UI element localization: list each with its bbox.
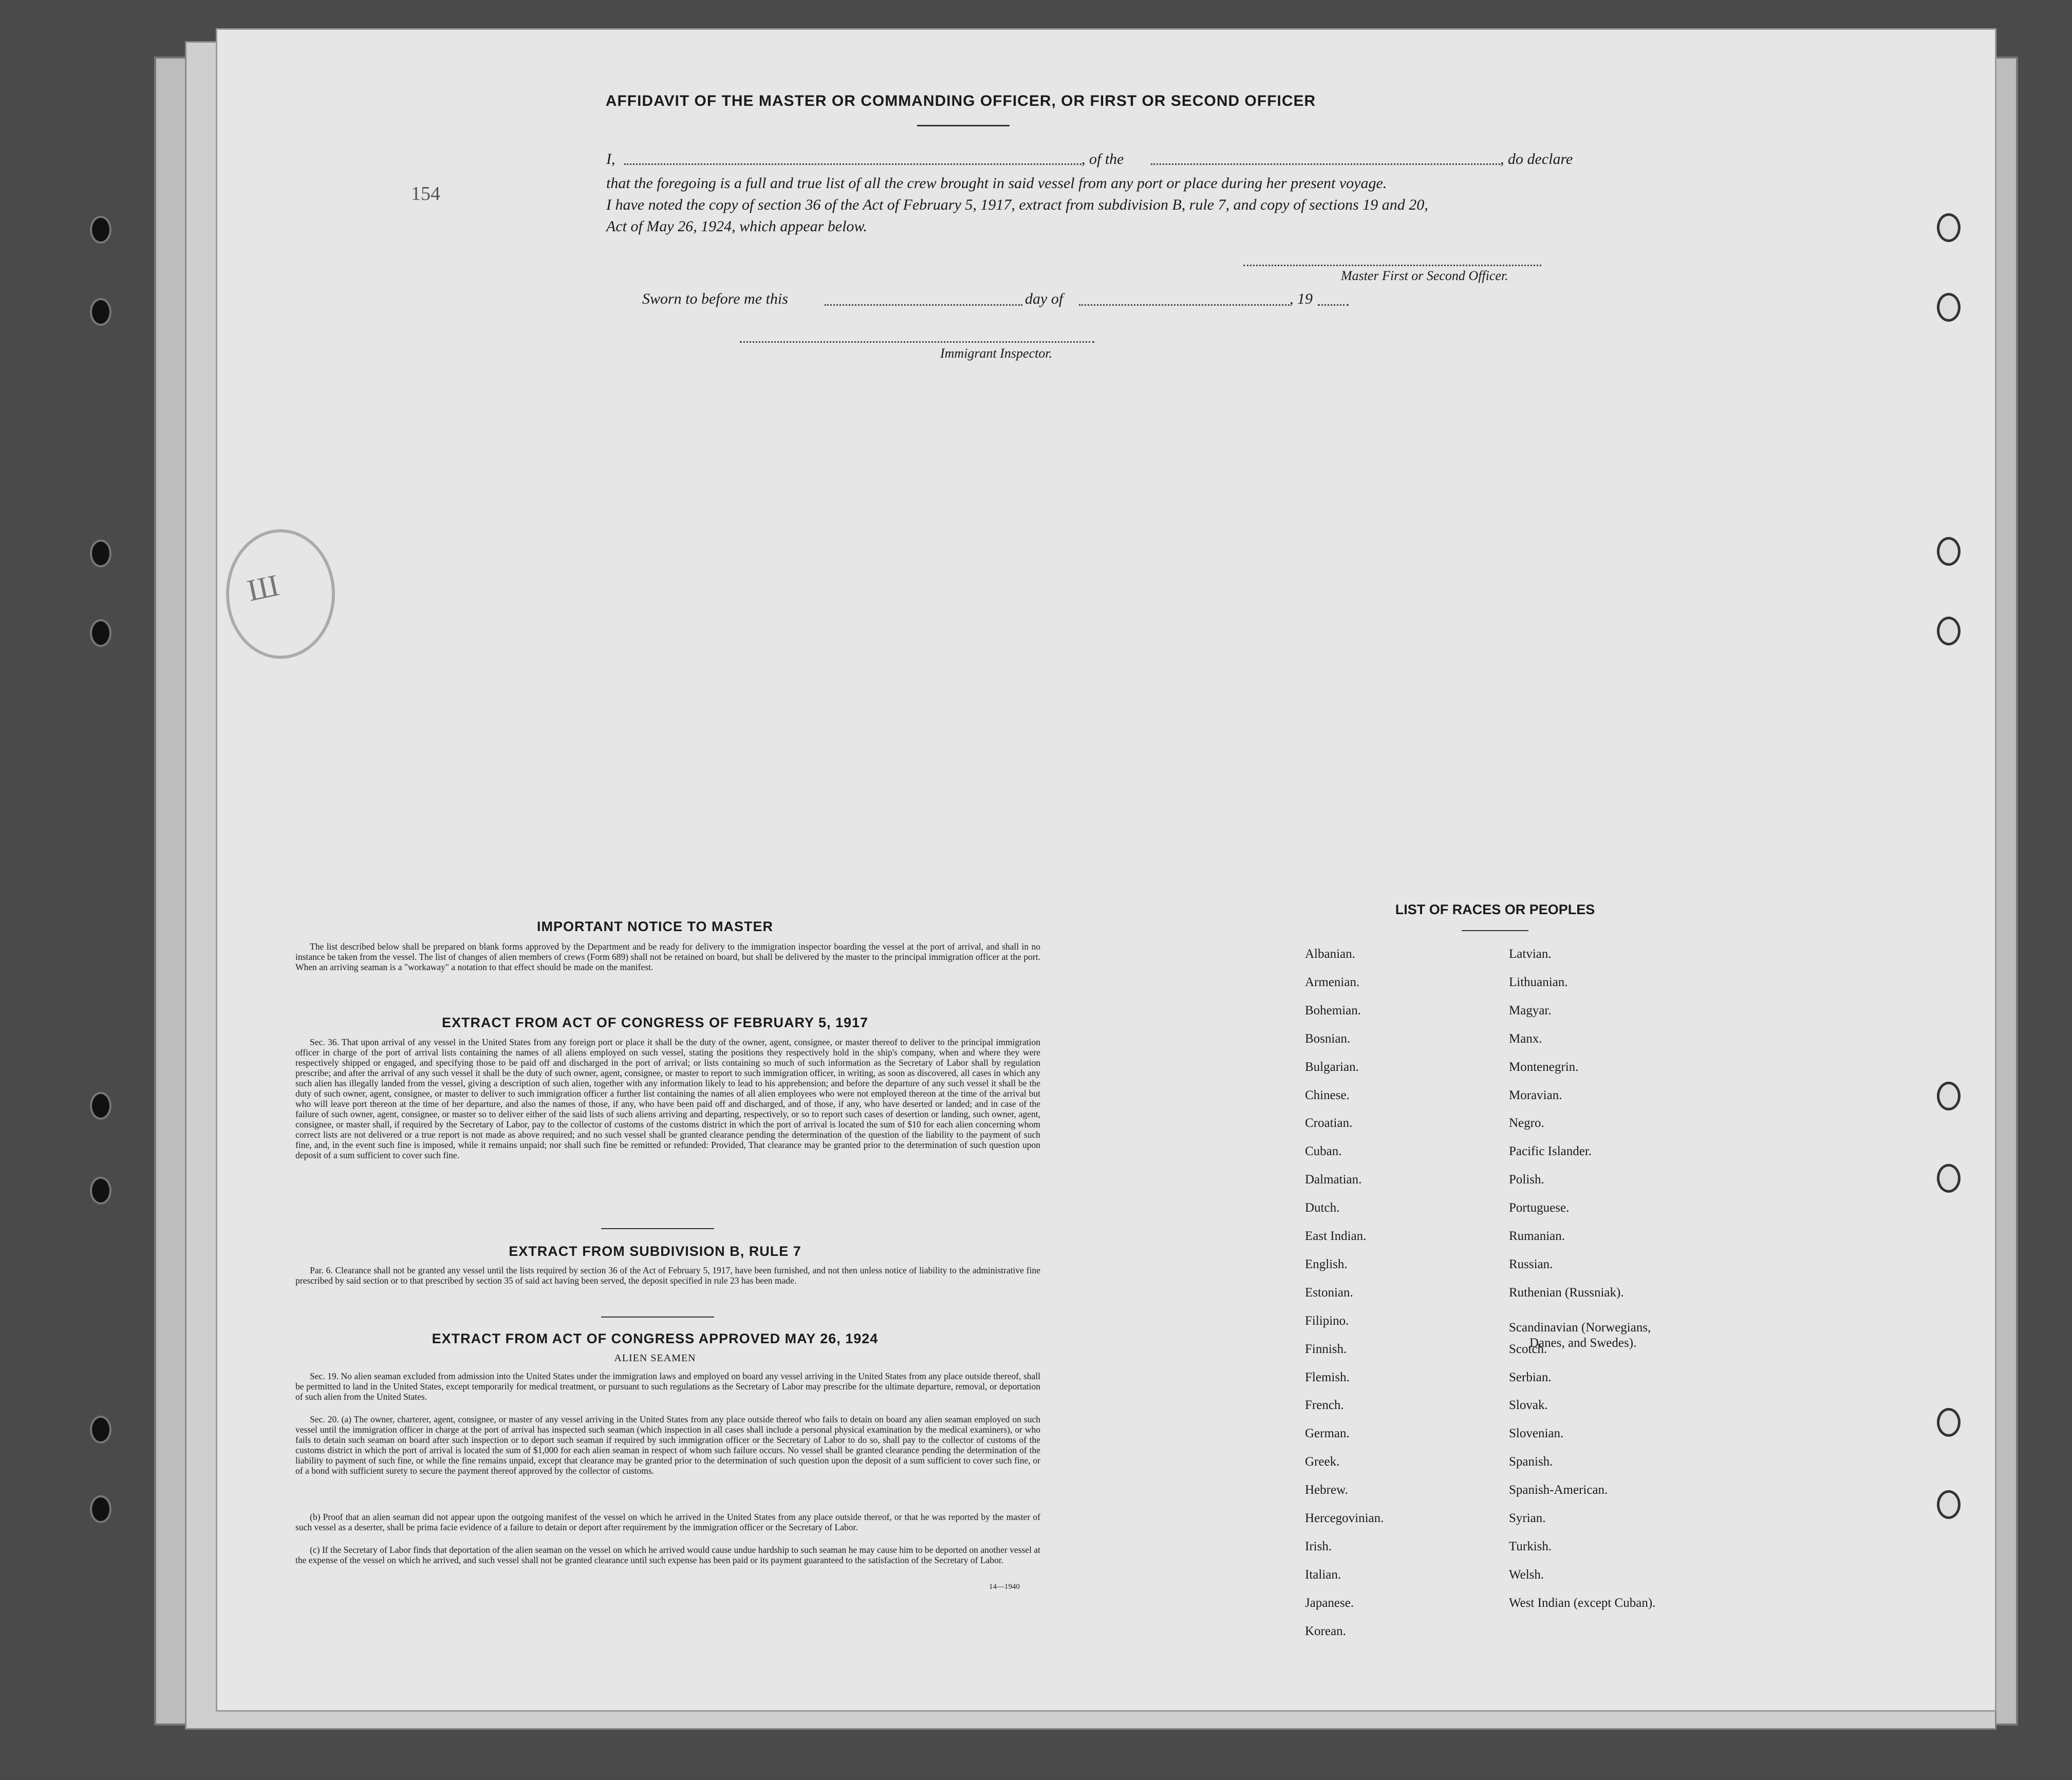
race-item: Hercegovinian. — [1305, 1511, 1384, 1525]
punch-hole — [1937, 1082, 1961, 1110]
race-item: Irish. — [1305, 1539, 1332, 1553]
race-item: Pacific Islander. — [1509, 1144, 1592, 1159]
sworn-year-blank — [1318, 304, 1349, 306]
race-item: Manx. — [1509, 1031, 1542, 1046]
punch-hole — [1937, 537, 1961, 566]
race-item: Welsh. — [1509, 1567, 1544, 1582]
name-blank — [624, 163, 1081, 165]
race-item: Filipino. — [1305, 1313, 1349, 1328]
race-item: Dalmatian. — [1305, 1173, 1362, 1187]
race-item: Flemish. — [1305, 1370, 1350, 1384]
affidavit-declare: , do declare — [1500, 151, 1573, 168]
race-item: Spanish-American. — [1509, 1483, 1608, 1497]
race-item: Slovak. — [1509, 1398, 1548, 1413]
race-item: Korean. — [1305, 1624, 1346, 1638]
race-item: Moravian. — [1509, 1088, 1562, 1102]
race-item: Magyar. — [1509, 1003, 1552, 1017]
inspector-signature-blank — [740, 341, 1094, 343]
alien-seamen-subtitle: ALIEN SEAMEN — [614, 1352, 696, 1364]
punch-hole — [90, 540, 111, 567]
race-item: Latvian. — [1509, 947, 1552, 961]
sworn-label: Sworn to before me this — [642, 290, 788, 307]
race-item: Armenian. — [1305, 975, 1360, 989]
race-item: West Indian (except Cuban). — [1509, 1596, 1656, 1610]
notice-title: IMPORTANT NOTICE TO MASTER — [537, 919, 773, 934]
extract-1924-title: EXTRACT FROM ACT OF CONGRESS APPROVED MAY 26, 1924 — [432, 1331, 879, 1346]
race-item: Chinese. — [1305, 1088, 1350, 1102]
affidavit-line2: that the foregoing is a full and true list of all the crew brought in said vessel from any port or place during her present voyage. — [606, 175, 1387, 192]
divider — [601, 1228, 714, 1229]
race-item: Syrian. — [1509, 1511, 1546, 1525]
punch-hole — [90, 1495, 111, 1523]
race-item: Hebrew. — [1305, 1483, 1348, 1497]
affidavit-line3: I have noted the copy of section 36 of the Act of February 5, 1917, extract from subdivision B, rule 7, and copy of sections 19 and 20, — [606, 196, 1428, 213]
affidavit-title: AFFIDAVIT OF THE MASTER OR COMMANDING OFFICER, OR FIRST OR SECOND OFFICER — [605, 92, 1316, 109]
vessel-blank — [1151, 163, 1500, 165]
race-item: Montenegrin. — [1509, 1060, 1579, 1074]
race-item: Italian. — [1305, 1567, 1341, 1582]
divider — [917, 125, 1010, 126]
form-number: 14—1940 — [989, 1583, 1020, 1591]
affidavit-i: I, — [606, 151, 615, 168]
race-item: Serbian. — [1509, 1370, 1552, 1384]
race-item: Scotch. — [1509, 1342, 1547, 1356]
stamp-mark: Ш — [244, 568, 282, 608]
race-item: Bohemian. — [1305, 1003, 1361, 1017]
punch-hole — [90, 1092, 111, 1120]
race-item: German. — [1305, 1426, 1350, 1441]
race-item: Lithuanian. — [1509, 975, 1568, 989]
rule7-text: Par. 6. Clearance shall not be granted any vessel until the lists required by section 36 of the Act of February 5, 1917, have been furnished, and not then unless notice of liability to the administrative fine prescribed by said section or to that prescribed by section 35 of said act having been served, the deposit specified in rule 23 has been made. — [295, 1265, 1040, 1286]
punch-hole — [90, 216, 111, 244]
race-item: Dutch. — [1305, 1201, 1340, 1215]
race-item: Finnish. — [1305, 1342, 1347, 1356]
race-item: Bosnian. — [1305, 1031, 1351, 1046]
race-item: Slovenian. — [1509, 1426, 1564, 1441]
divider — [601, 1317, 714, 1318]
sec19-text: Sec. 19. No alien seaman excluded from admission into the United States under the immigration laws and employed on board any vessel arriving in the United States from any place outside thereof, shall be permitted to land in the United States, except temporarily for medical treatment, or pursuant to such regulations as the Secretary of Labor may prescribe for the ultimate departure, removal, or deportation of such alien from the United States. — [295, 1371, 1040, 1402]
race-item: Portuguese. — [1509, 1201, 1570, 1215]
punch-hole — [90, 298, 111, 326]
race-item: Albanian. — [1305, 947, 1355, 961]
race-item: Negro. — [1509, 1116, 1544, 1130]
race-item: Bulgarian. — [1305, 1060, 1359, 1074]
race-item: Japanese. — [1305, 1596, 1354, 1610]
race-item: French. — [1305, 1398, 1344, 1413]
race-item: Greek. — [1305, 1455, 1340, 1469]
races-title: LIST OF RACES OR PEOPLES — [1395, 902, 1595, 917]
punch-hole — [1937, 213, 1961, 242]
race-item: Russian. — [1509, 1257, 1553, 1271]
punch-hole — [90, 1416, 111, 1443]
race-item: Scandinavian (Norwegians, — [1509, 1321, 1651, 1334]
rule7-title: EXTRACT FROM SUBDIVISION B, RULE 7 — [509, 1244, 801, 1259]
receipt-stamp — [226, 529, 335, 659]
punch-hole — [1937, 293, 1961, 322]
race-item: English. — [1305, 1257, 1348, 1271]
inspector-label: Immigrant Inspector. — [940, 346, 1053, 361]
sworn-day-blank — [825, 304, 1022, 306]
punch-hole — [1937, 617, 1961, 645]
sec20c-text: (c) If the Secretary of Labor finds that deportation of the alien seaman on the vessel on which he arrived would cause undue hardship to such seaman he may cause him to be deported on another vessel at the expense of the vessel on which he arrived, and such vessel shall not be granted clearance until such expense has been paid or its payment guaranteed to the satisfaction of the Secretary of Labor. — [295, 1545, 1040, 1565]
master-signature-blank — [1243, 265, 1541, 266]
race-item: Estonian. — [1305, 1285, 1353, 1300]
race-item: Ruthenian (Russniak). — [1509, 1285, 1624, 1300]
affidavit-of-the: , of the — [1081, 151, 1124, 168]
race-item: East Indian. — [1305, 1229, 1367, 1243]
race-item: Danes, and Swedes). — [1529, 1336, 1637, 1350]
notice-text: The list described below shall be prepared on blank forms approved by the Department and be ready for delivery to the immigration inspector boarding the vessel at the port of arrival, and shall in no instance be taken from the vessel. The list of changes of alien members of crews (Form 689) shall not be retained on board, but shall be delivered by the master to the principal immigration officer at the port. When an arriving seaman is a "workaway" a notation to that effect should be made on the manifest. — [295, 941, 1040, 972]
sec20a-text: Sec. 20. (a) The owner, charterer, agent, consignee, or master of any vessel arriving in the United States from any place outside thereof who fails to detain on board any alien seaman employed on such vessel until the immigration officer in charge at the port of arrival has inspected such seaman (which inspection in all cases shall include a personal physical examination by the medical examiners), or who fails to detain such seaman on board after such inspection or to deport such seaman if required by such immigration officer or the Secretary of Labor to do so, shall pay to the collector of customs of the customs district in which the port of arrival is located the sum of $1,000 for each alien seaman in respect of whom such failure occurs. No vessel shall be granted clearance pending the determination of the liability to payment of such fine, or while the fine remains unpaid, except that clearance may be granted prior to the determination of such question upon the deposit of a sum sufficient to cover such fine, or of a bond with sufficient surety to secure the payment thereof approved by the collector of customs. — [295, 1414, 1040, 1476]
race-item: Rumanian. — [1509, 1229, 1565, 1243]
punch-hole — [1937, 1164, 1961, 1193]
race-item: Spanish. — [1509, 1455, 1553, 1469]
page-number: 154 — [411, 183, 440, 205]
punch-hole — [1937, 1490, 1961, 1519]
race-item: Polish. — [1509, 1173, 1544, 1187]
day-of-label: day of — [1025, 290, 1063, 307]
master-signature-label: Master First or Second Officer. — [1341, 268, 1508, 283]
punch-hole — [90, 619, 111, 647]
sworn-month-blank — [1079, 304, 1290, 306]
race-item: Turkish. — [1509, 1539, 1552, 1553]
extract-1917-title: EXTRACT FROM ACT OF CONGRESS OF FEBRUARY 5, 1917 — [441, 1015, 869, 1030]
divider — [1462, 930, 1528, 931]
race-item: Cuban. — [1305, 1144, 1342, 1159]
race-item: Croatian. — [1305, 1116, 1353, 1130]
punch-hole — [1937, 1408, 1961, 1437]
year-label: , 19 — [1290, 290, 1313, 307]
sec20b-text: (b) Proof that an alien seaman did not appear upon the outgoing manifest of the vessel on which he arrived in the United States from any place outside thereof, or that he was reported by the master of such vessel as a deserter, shall be prima facie evidence of a failure to detain or deport after requirement by the immigration officer or the Secretary of Labor. — [295, 1512, 1040, 1532]
punch-hole — [90, 1177, 111, 1204]
affidavit-line4: Act of May 26, 1924, which appear below. — [606, 218, 867, 235]
extract-1917-text: Sec. 36. That upon arrival of any vessel in the United States from any foreign port or place it shall be the duty of the owner, agent, consignee, or master thereof to deliver to the principal immigration officer in charge of the port of arrival lists containing the names of all aliens employed on such vessel, stating the positions they respectively hold in the ship's company, when and where they were respectively shipped or engaged, and specifying those to be paid off and discharged in the port of arrival; or lists containing so much of such information as the Secretary of Labor shall by regulation prescribe; and after the arrival of any such vessel it shall be the duty of such owner, agent, consignee, or master to report to such immigration officer, in writing, as soon as discovered, all cases in which any such alien has illegally landed from the vessel, giving a description of such alien, together with any information likely to lead to his apprehension; and before the departure of any such vessel it shall be the duty of such owner, agent, consignee, or master to deliver to such immigration officer a further list containing the names of all alien employees who were not employed thereon at the time of the arrival but who will leave port thereon at the time of her departure, and also the names of those, if any, who have been paid off and discharged, and of those, if any, who have deserted or landed; and in case of the failure of such owner, agent, consignee, or master so to deliver either of the said lists of such aliens arriving and departing, respectively, or so to report such cases of desertion or landing, such owner, agent, consignee, or master shall, if required by the Secretary of Labor, pay to the collector of customs of the customs district in which the port of arrival is located the sum of $10 for each alien concerning whom correct lists are not delivered or a true report is not made as above required; and no such vessel shall be granted clearance pending the determination of the question of the liability to the payment of such fine, and, in the event such fine is imposed, while it remains unpaid; nor shall such fine be remitted or refunded: Provided, That clearance may be granted prior to the determination of such question upon deposit of a sum sufficient to cover such fine. — [295, 1037, 1040, 1160]
